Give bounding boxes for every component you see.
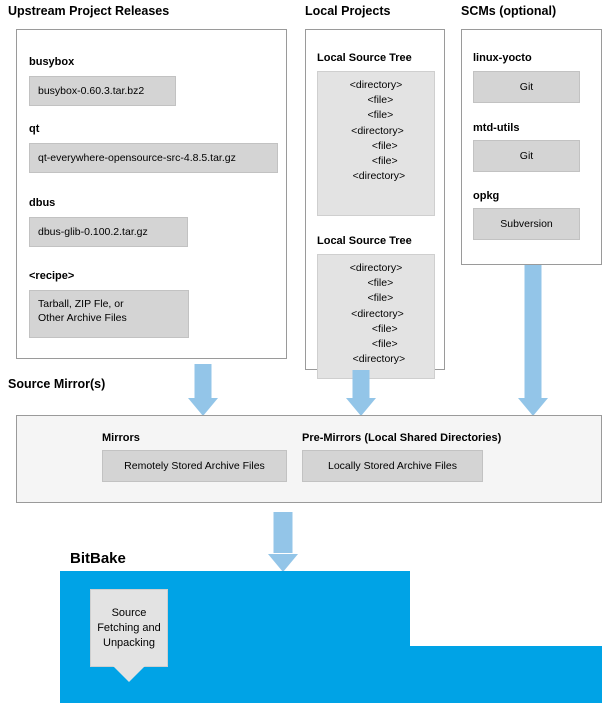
tree-line: <file> <box>354 139 398 152</box>
tree-line: <directory> <box>349 79 403 91</box>
upstream-recipe-line-1: Tarball, ZIP Fle, or <box>38 298 124 310</box>
bitbake-inner-notch <box>112 665 146 682</box>
section-title-source-mirrors: Source Mirror(s) <box>8 377 106 391</box>
tree-line: <file> <box>358 109 394 122</box>
arrow-local-to-mirrors <box>344 370 378 416</box>
tree-line: <file> <box>358 94 394 107</box>
mirrors-group-value: Remotely Stored Archive Files <box>102 450 287 482</box>
pre-mirrors-group-value: Locally Stored Archive Files <box>302 450 483 482</box>
tree-line: <directory> <box>349 262 403 274</box>
source-mirrors-panel <box>16 415 602 503</box>
upstream-item-label-busybox: busybox <box>29 56 75 68</box>
upstream-panel <box>16 29 287 359</box>
section-title-scms: SCMs (optional) <box>461 4 557 18</box>
tree-line: <file> <box>358 292 394 305</box>
upstream-item-label-qt: qt <box>29 123 40 135</box>
section-title-bitbake: BitBake <box>70 550 126 567</box>
local-source-tree-1 <box>317 71 435 216</box>
upstream-item-label-recipe: <recipe> <box>29 270 75 282</box>
tree-line: <file> <box>358 277 394 290</box>
scm-item-value-opkg: Subversion <box>473 208 580 240</box>
section-title-upstream: Upstream Project Releases <box>8 4 170 18</box>
local-projects-panel <box>305 29 445 370</box>
local-tree-label-2: Local Source Tree <box>317 235 412 247</box>
tree-line: <file> <box>354 338 398 351</box>
bitbake-source-fetching-box <box>90 589 168 667</box>
scms-panel <box>461 29 602 265</box>
arrow-mirrors-to-bitbake <box>265 512 301 572</box>
bitbake-inner-line-3: Unpacking <box>103 636 155 649</box>
upstream-item-label-dbus: dbus <box>29 197 56 209</box>
tree-line: <directory> <box>348 307 404 320</box>
scm-item-value-mtd-utils: Git <box>473 140 580 172</box>
bitbake-inner-line-1: Source <box>111 607 147 619</box>
arrow-upstream-to-mirrors <box>186 364 220 416</box>
local-tree-label-1: Local Source Tree <box>317 52 412 64</box>
upstream-recipe-line-2: Other Archive Files <box>38 312 127 325</box>
pre-mirrors-group-label: Pre-Mirrors (Local Shared Directories) <box>302 432 502 444</box>
bitbake-inner-line-2: Fetching and <box>97 621 161 634</box>
scm-item-label-linux-yocto: linux-yocto <box>473 52 532 64</box>
upstream-item-value-recipe <box>29 290 189 338</box>
tree-line: <directory> <box>346 353 406 366</box>
scm-item-label-opkg: opkg <box>473 190 500 202</box>
scm-item-label-mtd-utils: mtd-utils <box>473 122 520 134</box>
local-source-tree-2 <box>317 254 435 379</box>
tree-line: <directory> <box>348 124 404 137</box>
upstream-item-value-busybox: busybox-0.60.3.tar.bz2 <box>29 76 176 106</box>
upstream-item-value-qt: qt-everywhere-opensource-src-4.8.5.tar.gz <box>29 143 278 173</box>
mirrors-group-label: Mirrors <box>102 432 140 444</box>
tree-line: <file> <box>354 155 398 168</box>
scm-item-value-linux-yocto: Git <box>473 71 580 103</box>
bitbake-block-tab <box>410 646 602 703</box>
upstream-item-value-dbus: dbus-glib-0.100.2.tar.gz <box>29 217 188 247</box>
tree-line: <file> <box>354 322 398 335</box>
section-title-local-projects: Local Projects <box>305 4 391 18</box>
arrow-scms-to-mirrors <box>516 265 550 416</box>
tree-line: <directory> <box>346 170 406 183</box>
